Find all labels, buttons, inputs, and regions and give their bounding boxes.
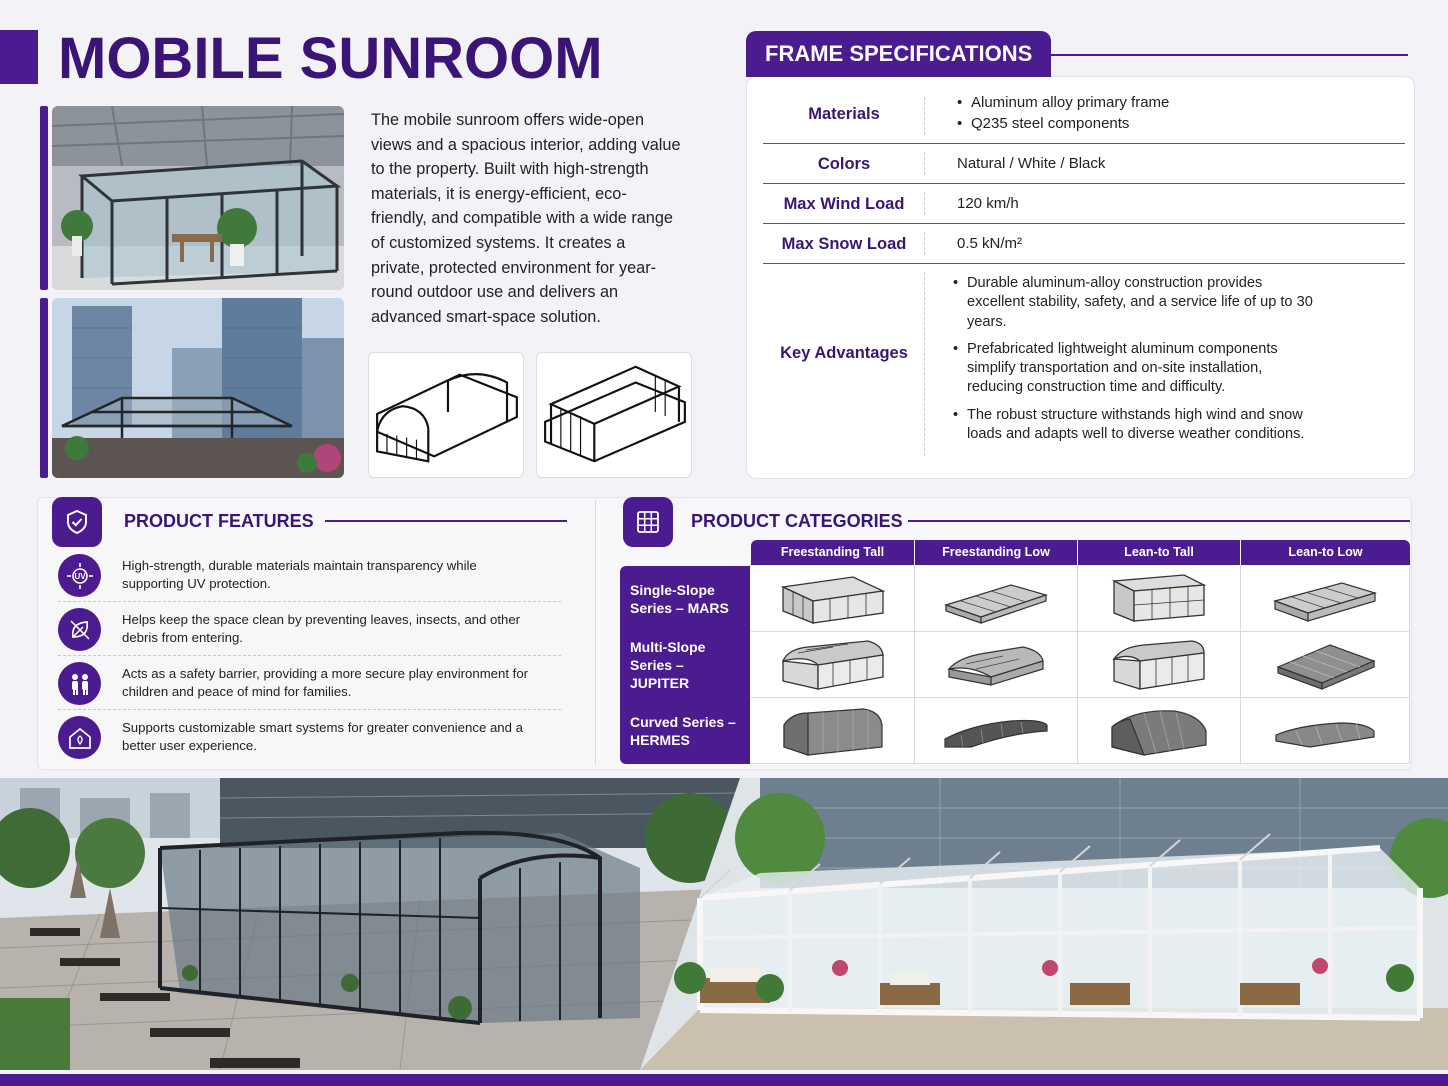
smart-home-icon bbox=[58, 716, 101, 759]
curved-freestanding-low-image bbox=[915, 698, 1078, 764]
family-icon bbox=[58, 662, 101, 705]
spec-value bbox=[953, 274, 1313, 452]
column-header: Lean-to Tall bbox=[1078, 540, 1240, 565]
title-rule bbox=[325, 520, 567, 522]
spec-value bbox=[957, 92, 1169, 134]
spec-row-key-advantages bbox=[763, 264, 1405, 464]
feature-text: Acts as a safety barrier, providing a more secure play environment for children and peace of mind for families. bbox=[122, 666, 529, 699]
advantage-item: • Prefabricated lightweight aluminum components simplify transportation and on-site installation, reducing construction time and difficulty. bbox=[953, 340, 1313, 398]
spec-divider bbox=[924, 232, 925, 255]
intro-paragraph: The mobile sunroom offers wide-open views and a spacious interior, adding value to the property. Built with high-strength materials, it is energy-efficient, eco-friendly, and compatible with a wide range of customized systems. It creates a private, protected environment for year-round outdoor use and delivers an advanced smart-space solution. bbox=[371, 111, 681, 326]
spec-label: Max Snow Load bbox=[781, 235, 907, 253]
spec-row-snow-load bbox=[763, 224, 1405, 264]
feature-item bbox=[58, 658, 561, 710]
feature-text: High-strength, durable materials maintain transparency while supporting UV protection. bbox=[122, 558, 477, 591]
retractable-sunroom-sketch bbox=[368, 352, 524, 478]
column-header: Lean-to Low bbox=[1241, 540, 1410, 565]
multi-slope-lean-to-tall-image bbox=[1078, 632, 1241, 698]
footer-bar bbox=[0, 1074, 1448, 1086]
plaza-sunroom-photo bbox=[0, 778, 740, 1070]
multi-slope-freestanding-tall-image bbox=[751, 632, 915, 698]
box-sunroom-sketch bbox=[536, 352, 692, 478]
advantage-item: • Durable aluminum-alloy construction provides excellent stability, safety, and a service life of up to 30 years. bbox=[953, 274, 1313, 332]
spec-row-colors bbox=[763, 144, 1405, 184]
feature-item bbox=[58, 712, 561, 764]
single-slope-freestanding-low-image bbox=[915, 566, 1078, 632]
spec-divider bbox=[924, 272, 925, 456]
product-features-title: PRODUCT FEATURES bbox=[124, 511, 314, 531]
spec-divider bbox=[924, 192, 925, 215]
feature-text: Helps keep the space clean by preventing leaves, insects, and other debris from entering. bbox=[122, 612, 521, 645]
title-rule bbox=[1051, 54, 1408, 56]
spec-label: Colors bbox=[817, 155, 871, 173]
photo-accent-bar bbox=[40, 106, 48, 290]
courtyard-sunroom-photo bbox=[640, 778, 1448, 1070]
multi-slope-freestanding-low-image bbox=[915, 632, 1078, 698]
showroom-sunroom-photo bbox=[52, 106, 344, 290]
column-header: Freestanding Low bbox=[915, 540, 1077, 565]
product-categories-title: PRODUCT CATEGORIES bbox=[691, 511, 903, 531]
column-header: Freestanding Tall bbox=[751, 540, 914, 565]
row-header: Multi-Slope Series – JUPITER bbox=[620, 632, 750, 698]
spec-label: Max Wind Load bbox=[783, 195, 905, 213]
page-title: MOBILE SUNROOM bbox=[58, 26, 603, 91]
panel-divider bbox=[595, 500, 596, 765]
spec-divider bbox=[924, 97, 925, 135]
spec-label: Materials bbox=[808, 105, 880, 123]
feature-item bbox=[58, 604, 561, 656]
leaf-icon bbox=[58, 608, 101, 651]
spec-value: Natural / White / Black bbox=[957, 155, 1106, 172]
curved-freestanding-tall-image bbox=[751, 698, 915, 764]
svg-text:UV: UV bbox=[73, 571, 86, 581]
spec-bullet: • Aluminum alloy primary frame bbox=[957, 92, 1169, 113]
frame-specifications-title: FRAME SPECIFICATIONS bbox=[746, 31, 1051, 77]
title-rule bbox=[908, 520, 1410, 522]
shield-check-icon bbox=[52, 497, 102, 547]
single-slope-lean-to-low-image bbox=[1241, 566, 1410, 632]
rooftop-sunroom-photo bbox=[52, 298, 344, 478]
categories-table bbox=[620, 540, 1410, 766]
spec-divider bbox=[924, 152, 925, 175]
photo-accent-bar bbox=[40, 298, 48, 478]
spec-label: Key Advantages bbox=[780, 344, 908, 362]
spec-value: 120 km/h bbox=[957, 195, 1019, 212]
curved-lean-to-tall-image bbox=[1078, 698, 1241, 764]
uv-icon bbox=[58, 554, 101, 597]
feature-text: Supports customizable smart systems for greater convenience and a better user experience. bbox=[122, 720, 523, 753]
single-slope-freestanding-tall-image bbox=[751, 566, 915, 632]
advantage-item: • The robust structure withstands high wind and snow loads and adapts well to diverse weather conditions. bbox=[953, 406, 1313, 445]
feature-item bbox=[58, 550, 561, 602]
row-header: Single-Slope Series – MARS bbox=[620, 566, 750, 632]
spec-value: 0.5 kN/m² bbox=[957, 235, 1023, 252]
single-slope-lean-to-tall-image bbox=[1078, 566, 1241, 632]
spec-bullet: • Q235 steel components bbox=[957, 113, 1169, 134]
spec-row-materials bbox=[763, 89, 1405, 144]
multi-slope-lean-to-low-image bbox=[1241, 632, 1410, 698]
title-accent-bar bbox=[0, 30, 38, 84]
spec-row-wind-load bbox=[763, 184, 1405, 224]
curved-lean-to-low-image bbox=[1241, 698, 1410, 764]
row-header: Curved Series – HERMES bbox=[620, 698, 750, 764]
